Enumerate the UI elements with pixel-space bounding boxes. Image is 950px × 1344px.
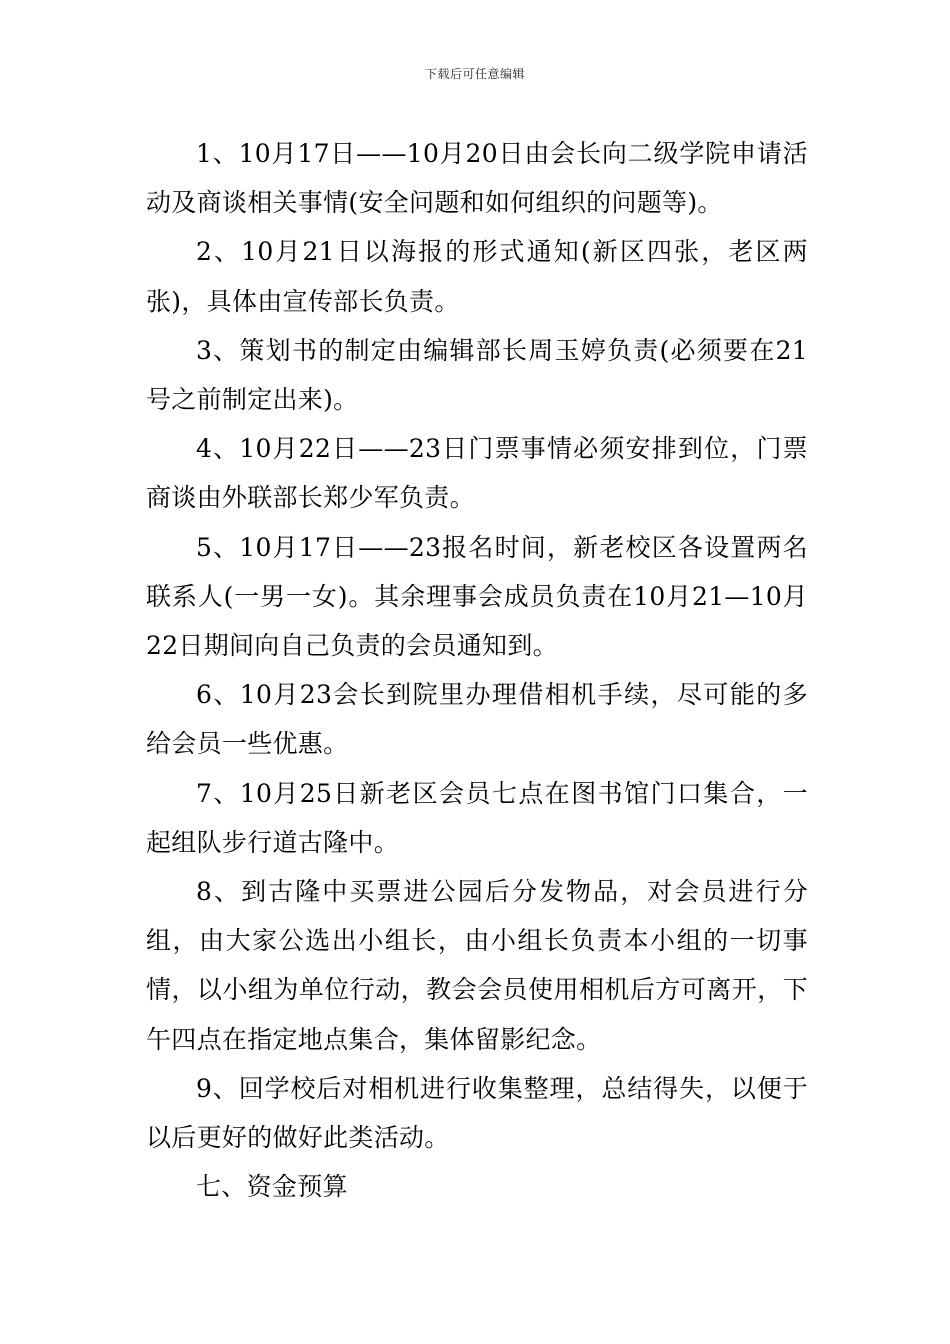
paragraph-step-3: 3、策划书的制定由编辑部长周玉婷负责(必须要在21号之前制定出来)。: [146, 335, 808, 415]
paragraph-step-8: 8、到古隆中买票进公园后分发物品，对会员进行分组，由大家公选出小组长，由小组长负责本小组的一切事情，以小组为单位行动，教会会员使用相机后方可离开，下午四点在指定地点集合，集体留影纪念。: [146, 877, 808, 1054]
paragraph-step-2: 2、10月21日以海报的形式通知(新区四张，老区两张)，具体由宣传部长负责。: [146, 237, 808, 316]
paragraph-step-4: 4、10月22日——23日门票事情必须安排到位，门票商谈由外联部长郑少军负责。: [146, 434, 808, 513]
header-note: 下载后可任意编辑: [424, 67, 525, 81]
document-body: [146, 129, 808, 1211]
section-heading-budget: 七、资金预算: [196, 1172, 348, 1202]
paragraph-step-1: 1、10月17日——10月20日由会长向二级学院申请活动及商谈相关事情(安全问题和如何组织的问题等)。: [146, 139, 808, 218]
paragraph-step-7: 7、10月25日新老区会员七点在图书馆门口集合，一起组队步行道古隆中。: [146, 778, 808, 857]
paragraph-step-6: 6、10月23会长到院里办理借相机手续，尽可能的多给会员一些优惠。: [146, 680, 808, 759]
paragraph-step-9: 9、回学校后对相机进行收集整理，总结得失，以便于以后更好的做好此类活动。: [146, 1073, 808, 1153]
paragraph-step-5: 5、10月17日——23报名时间，新老校区各设置两名联系人(一男一女)。其余理事会成员负责在10月21—10月22日期间向自己负责的会员通知到。: [146, 532, 808, 661]
